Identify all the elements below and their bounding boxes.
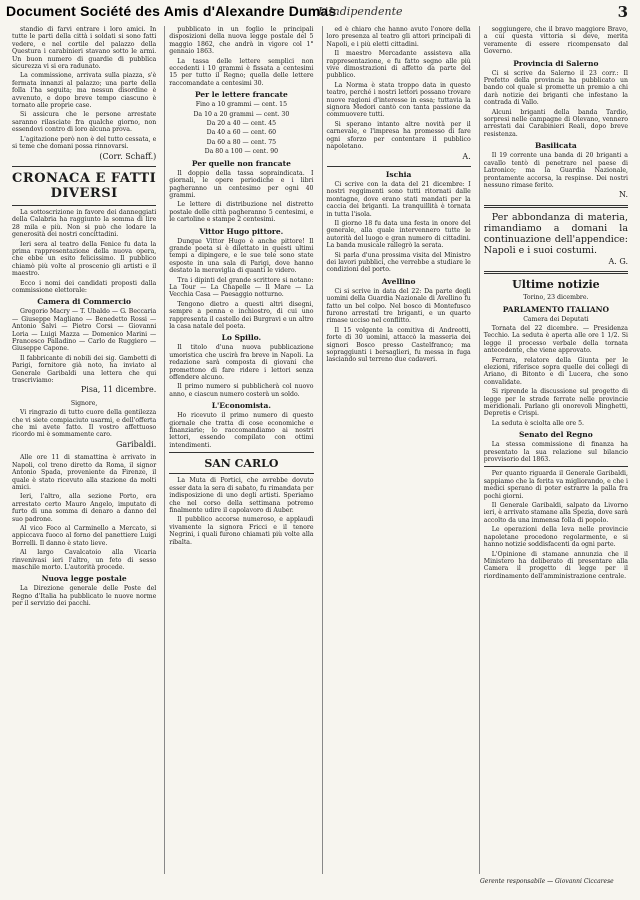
tariff-line: Da 60 a 80 — cent. 75 [206, 138, 277, 146]
divider [169, 452, 313, 453]
paragraph: Tornata del 22 dicembre. — Presidenza Tecchio. La seduta è aperta alle ore 1 1/2. Si legge il processo verbale della tornata antecedente, che viene approvato. [483, 324, 628, 355]
column-4 [479, 26, 632, 874]
paragraph: pubblicato in un foglio le principali disposizioni della nuova legge postale del 5 maggio 1862, che andrà in vigore col 1° gennaio 1863. [169, 26, 314, 56]
paragraph: Si parla d'una prossima visita del Ministro dei lavori pubblici, che verrebbe a studiare le condizioni del porto. [326, 251, 471, 274]
paragraph: Ferrara, relatore della Giunta per le elezioni, riferisce sopra quelle dei collegi di Ariano, di Bitonto e di Lucera, che sono convalidate. [483, 356, 628, 386]
tariff-line: Da 10 a 20 grammi — cent. 30 [193, 110, 290, 118]
notice-text: Per abbondanza di materia, rimandiamo a domani la continuazione dell'appendice: Napoli e i suoi costumi. [483, 211, 628, 256]
paragraph: standio di farvi entrare i loro amici. In tutte le parti della città i soldati si sono fatti vedere, e nel cortile del palazzo della Questura i carabinieri stavano sotto le armi. Un buon numero di guardie di pubblica sicurezza vi si era radunato. [12, 26, 157, 71]
paragraph: Il 19 corrente una banda di 20 briganti a cavallo tentò di penetrare nel paese di Latronico; ma la Guardia Nazionale, prontamente accorsa, la respinse. Dei nostri nessuno rimase ferito. [483, 152, 628, 189]
paragraph: Si riprende la discussione sul progetto di legge per le strade ferrate nelle provincie meridionali. Parlano gli onorevoli Minghetti, Depretis e Crispi. [483, 388, 628, 418]
paragraph: Il pubblico accorse numeroso, e applaudì vivamente la signora Fricci e il tenore Negrini, i quali furono chiamati più volte alla ribalta. [169, 516, 314, 546]
paragraph: Si assicura che le persone arrestate saranno rilasciate fra qualche giorno, non essendovi contro di loro alcuna prova. [12, 111, 157, 134]
subheading: PARLAMENTO ITALIANO [502, 304, 610, 314]
paragraph: Alcuni briganti della banda Tardio, sorpresi nelle campagne di Olevano, vennero arrestati dai Carabinieri Reali, dopo breve resistenza. [483, 108, 628, 138]
paragraph: Dunque Vittor Hugo è anche pittore! Il grande poeta si è dilettato in questi ultimi tempi a dipingere, e le sue tele sono state esposte in una sala di Parigi, dove hanno destato la meraviglia di quanti le videro. [169, 237, 314, 275]
paragraph: La Muta di Portici, che avrebbe dovuto esser data la sera di sabato, fu rimandata per indisposizione di uno degli artisti. Speriamo che nel corso della settimana potremo finalmente udire il capolavoro di Auber. [169, 477, 314, 514]
paragraph: La tassa delle lettere semplici non eccedenti i 10 grammi è fissata a centesimi 15 per tutto il Regno; quella delle lettere raccomandate a centesimi 30. [169, 57, 314, 87]
dateline: Torino, 23 dicembre. [523, 294, 589, 302]
divider [12, 166, 156, 167]
paragraph: ed è chiaro che hanno avuto l'onore della loro presenza al teatro gli attori principali di Napoli, e i più eletti cittadini. [326, 26, 471, 48]
paragraph: Il 15 volgente la comitiva di Andreotti, forte di 30 uomini, attaccò la masseria dei signori Bosco presso Castelfranco; ma sopraggiunti i bersaglieri, fu messa in fuga lasciando sul terreno due cadaveri. [326, 326, 471, 364]
paragraph: Per quanto riguarda il Generale Garibaldi, sappiamo che la ferita va migliorando, e che i medici sperano di poter estrarre la palla fra pochi giorni. [483, 470, 628, 500]
divider [484, 271, 628, 274]
paragraph: Ieri, l'altro, alla sezione Porto, era arrestato certo Mauro Angelo, imputato di furto di una somma di denaro a danno del suo padrone. [12, 493, 157, 523]
paragraph: La seduta è sciolta alle ore 5. [491, 419, 585, 427]
divider [484, 466, 628, 467]
signature: (Corr. Schaff.) [99, 151, 157, 161]
paragraph: Al largo Cavalcatoio alla Vicaria rinvenivasi ieri l'altro, un feto di sesso maschile morto. L'autorità procede. [12, 549, 157, 571]
paragraph: L'Opinione di stamane annunzia che il Ministero ha deliberato di presentare alla Camera il progetto di legge per il riordinamento dell'amministrazione centrale. [483, 550, 628, 580]
column-1 [8, 26, 160, 874]
paragraph: Tra i dipinti del grande scrittore si notano: La Tour — La Chapelle — Il Mare — La Vecchia Casa — Paesaggio notturno. [169, 276, 314, 299]
paragraph: Si sperano intanto altre novità per il carnevale, e l'impresa ha promesso di fare ogni sforzo per contentare il pubblico napoletano. [326, 120, 471, 151]
salutation: Signore, [70, 399, 98, 407]
tariff-line: Da 80 a 100 — cent. 90 [204, 148, 279, 156]
section-title: SAN CARLO [204, 457, 279, 471]
paragraph: Alle ore 11 di stamattina è arrivato in Napoli, col treno diretto da Roma, il signor Antonio Spada, proveniente da Firenze, il quale è stato ricevuto alla stazione da molti amici. [12, 454, 157, 491]
paragraph: Ho ricevuto il primo numero di questo giornale che tratta di cose economiche e finanziarie; lo raccomandiamo ai nostri lettori, essendo compilato con ottimi intendimenti. [169, 412, 314, 449]
subheading: Lo Spillo. [221, 333, 262, 343]
running-head: L'Indipendente [318, 5, 403, 18]
tariff-line: Da 20 a 40 — cent. 45 [206, 120, 277, 128]
subheading: Basilicata [535, 141, 577, 151]
signature: A. [462, 151, 471, 161]
column-2 [164, 26, 317, 874]
place-date: Pisa, 11 dicembre. [80, 385, 157, 395]
subheading-small: Camera dei Deputati [523, 315, 589, 323]
paragraph: Vi ringrazio di tutto cuore della gentilezza che vi siete compiaciuto usarmi, e dell'offerta che mi avete fatto. Il vostro affettuoso ricordo mi è sommamente caro. [12, 409, 157, 439]
tariff-line: Fino a 10 grammi — cent. 15 [195, 101, 288, 109]
column-3 [322, 26, 475, 874]
divider [484, 205, 628, 208]
paragraph: Ci si scrive da Salerno il 23 corr.: Il Prefetto della provincia ha pubblicato un bando col quale si promette un premio a chi darà notizie dei briganti che infestano la contrada di Vallo. [483, 69, 628, 107]
footer-gerente: Gerente responsabile — Giovanni Ciccarese [480, 878, 614, 885]
subheading: Avellino [381, 276, 416, 286]
subheading: L'Economista. [211, 401, 271, 411]
page-number: 3 [617, 3, 628, 21]
newspaper-columns [8, 26, 632, 874]
subheading: Provincia di Salerno [513, 58, 599, 68]
paragraph: Ci si scrive in data del 22: Da parte degli uomini della Guardia Nazionale di Avellino fu fatto un bel colpo. Nel bosco di Montefusco furono arrestati tre briganti, e un quarto rimase ucciso nel conflitto. [326, 287, 471, 325]
paragraph: La Direzione generale delle Poste del Regno d'Italia ha pubblicato le nuove norme per il servizio dei pacchi. [12, 585, 157, 608]
watermark-text: Document Société des Amis d'Alexandre Dumas [6, 3, 337, 19]
subheading: Camera di Commercio [37, 297, 131, 307]
subheading: Vittor Hugo pittore. [199, 226, 284, 236]
signature: A. G. [608, 256, 628, 266]
paragraph: Tengono dietro a questi altri disegni, sempre a penna e inchiostro, di cui uno rappresenta il castello dei Burgravi e un altro la casa natale del poeta. [169, 300, 314, 330]
paragraph: Ci scrive con la data del 21 dicembre: I nostri reggimenti sono tutti ritornati dalle montagne, dove erano stati mandati per la caccia dei briganti. La tranquillità è tornata in tutta l'isola. [326, 180, 471, 218]
paragraph: Le lettere di distribuzione nel distretto postale delle città pagheranno 5 centesimi, e le cartoline e stampe 2 centesimi. [169, 201, 314, 224]
paragraph: Ecco i nomi dei candidati proposti dalla commissione elettorale: [12, 279, 157, 294]
paragraph: L'agitazione però non è del tutto cessata, e si teme che domani possa rinnovarsi. [12, 135, 157, 151]
divider [327, 166, 471, 167]
subheading: Per quelle non francate [191, 158, 291, 168]
paragraph: La stessa commissione di finanza ha presentato la sua relazione sul bilancio provvisorio del 1863. [483, 441, 628, 464]
section-title: Ultime notizie [512, 278, 600, 292]
paragraph: Il Generale Garibaldi, salpato da Livorno ieri, è arrivato stamane alla Spezia, dove sarà accolto da una immensa folla di popolo. [483, 502, 628, 524]
paragraph: Le operazioni della leva nelle provincie napoletane procedono regolarmente, e si hanno notizie soddisfacenti da ogni parte. [483, 526, 628, 549]
paragraph: Ieri sera al teatro della Fenice fu data la prima rappresentazione della nuova opera, che ebbe un esito felicissimo. Il pubblico chiamò più volte al proscenio gli artisti e il maestro. [12, 240, 157, 278]
signature: Garibaldi. [116, 439, 157, 449]
signature: N. [618, 190, 628, 200]
paragraph: Il titolo d'una nuova pubblicazione umoristica che uscirà fra breve in Napoli. La redazione sarà composta di giovani che promettono di fare ridere i lettori senza offendere alcuno. [169, 344, 314, 382]
paragraph: La Norma è stata troppo data in questo teatro, perché i nostri lettori possano trovare nuove ragioni d'interesse in essa; tuttavia la signora Medori cantò con tanta passione da commuovere tutti. [326, 81, 471, 119]
paragraph: Il maestro Mercadante assisteva alla rappresentazione, e fu fatto segno alle più vive dimostrazioni di affetto da parte del pubblico. [326, 50, 471, 80]
top-bar [0, 0, 640, 24]
paragraph: Al vico Foco al Carminello a Mercato, si appiccava fuoco al forno del panettiere Luigi Borrelli. Il danno è stato lieve. [12, 524, 157, 547]
paragraph: La commissione, arrivata sulla piazza, s'è fermata innanzi al palazzo; una parte della folla l'ha seguita; ma nessun disordine è avvenuto, e dopo breve tempo ciascuno è tornato alle proprie case. [12, 72, 157, 110]
paragraph: soggiungere, che il bravo maggiore Bravo, a cui questa vittoria si deve, merita veramente di essere ricompensato dal Governo. [483, 26, 628, 56]
subheading: Ischia [385, 169, 412, 179]
section-title: CRONACA E FATTI DIVERSI [12, 170, 157, 201]
paragraph: Il fabbricante di nobili dei sig. Gambetti di Parigi, fornitore già noto, ha inviato al Generale Garibaldi una lettera che qui trascriviamo: [12, 354, 157, 385]
divider [169, 473, 313, 474]
paragraph: Il primo numero si pubblicherà col nuovo anno, e ciascun numero costerà un soldo. [169, 383, 314, 398]
paragraph: Il doppio della tassa sopraindicata. I giornali, le opere periodiche e i libri pagheranno un centesimo per ogni 40 grammi. [169, 169, 314, 199]
subheading: Per le lettere francate [194, 90, 288, 100]
names-list: Gregorio Macry — T. Ubaldo — G. Beccaria — Giuseppe Magliano — Benedetto Rossi — Antonio Salvi — Pietro Corsi — Giovanni Loria — Luigi Mazza — Domenico Marini — Francesco Palladino — Carlo de Ruggiero — Giuseppe Capone. [12, 308, 157, 353]
tariff-line: Da 40 a 60 — cent. 60 [206, 129, 277, 137]
paragraph: Il giorno 18 fu data una festa in onore del generale, alla quale intervennero tutte le autorità del luogo e gran numero di cittadini. La banda musicale rallegrò la serata. [326, 219, 471, 250]
paragraph: La sottoscrizione in favore dei danneggiati della Calabria ha raggiunto la somma di lire 28 mila e più. Non si può che lodare la generosità dei nostri concittadini. [12, 208, 157, 239]
subheading: Senato del Regno [518, 430, 593, 440]
subheading: Nuova legge postale [41, 574, 127, 584]
divider [12, 205, 156, 206]
